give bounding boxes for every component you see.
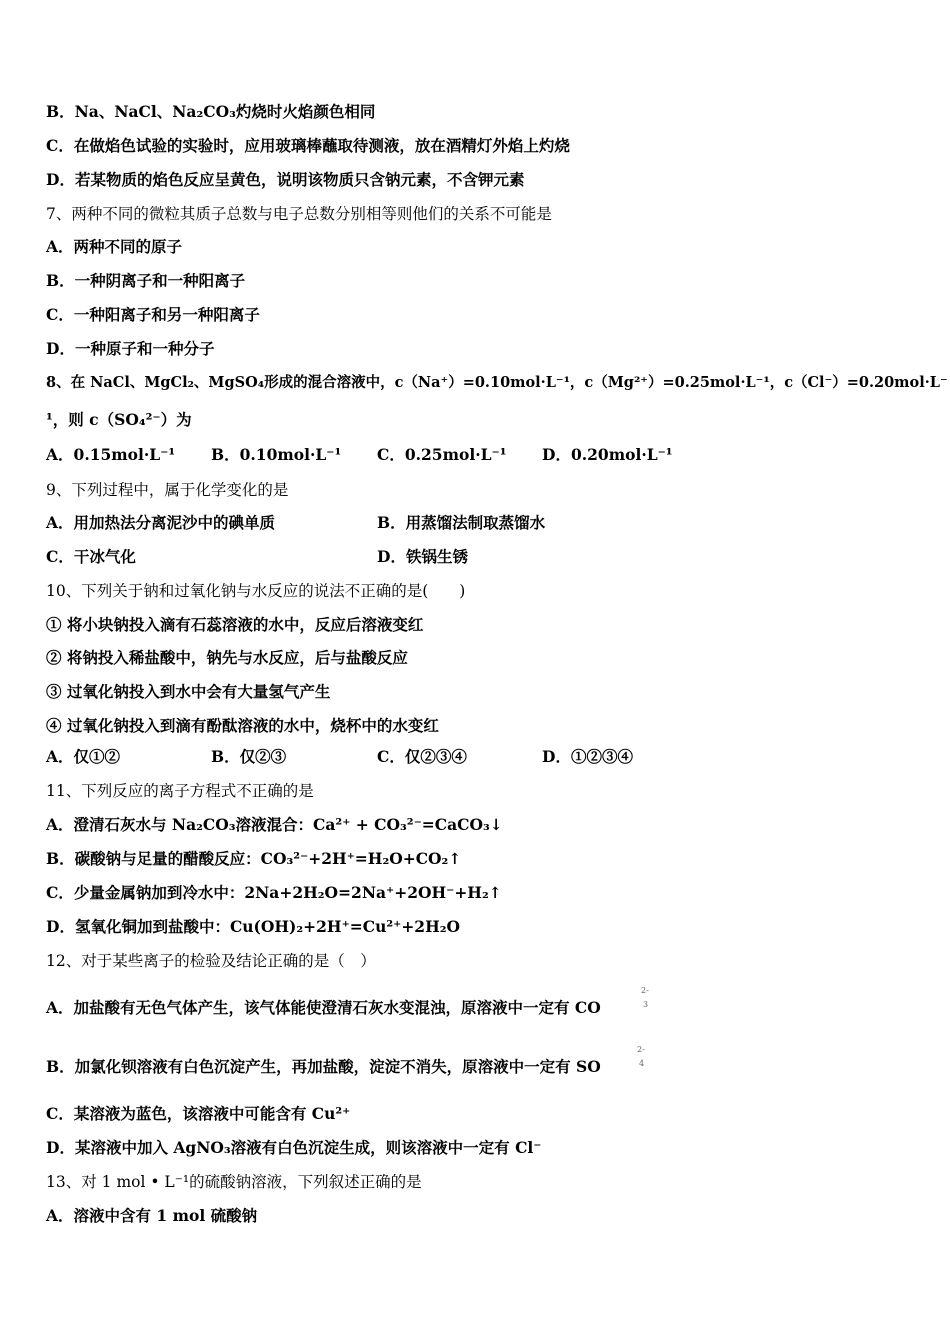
q6-option-d: D．若某物质的焰色反应呈黄色，说明该物质只含钠元素，不含钾元素: [46, 170, 525, 189]
q10-options: [46, 747, 906, 767]
q13-option-a: A．溶液中含有 1 mol 硫酸钠: [46, 1206, 258, 1225]
q9-option-c: C．干冰气化: [46, 547, 136, 566]
q7-option-c: C．一种阳离子和另一种阳离子: [46, 305, 260, 324]
q8-stem-line2: ¹，则 c（SO₄²⁻）为: [46, 410, 192, 429]
q10-statement-2: ② 将钠投入稀盐酸中，钠先与水反应，后与盐酸反应: [46, 648, 408, 667]
q9-option-b: B．用蒸馏法制取蒸馏水: [377, 513, 546, 532]
q11-option-b: B．碳酸钠与足量的醋酸反应：CO₃²⁻+2H⁺=H₂O+CO₂↑: [46, 849, 462, 868]
q7-option-d: D．一种原子和一种分子: [46, 339, 215, 358]
q12-option-d: D．某溶液中加入 AgNO₃溶液有白色沉淀生成，则该溶液中一定有 Cl⁻: [46, 1138, 542, 1157]
q9-option-a: A．用加热法分离泥沙中的碘单质: [46, 513, 276, 532]
q7-option-a: A．两种不同的原子: [46, 237, 183, 256]
q12-stem: 12、对于某些离子的检验及结论正确的是（ ）: [46, 952, 376, 970]
q8-option-a: A．0.15mol·L⁻¹: [46, 445, 176, 464]
q8-option-b: B．0.10mol·L⁻¹: [211, 445, 342, 464]
q10-stem: 10、下列关于钠和过氧化钠与水反应的说法不正确的是( ): [46, 582, 466, 600]
q12-option-c: C．某溶液为蓝色，该溶液中可能含有 Cu²⁺: [46, 1104, 351, 1123]
q7-stem: 7、两种不同的微粒其质子总数与电子总数分别相等则他们的关系不可能是: [46, 205, 552, 223]
q10-option-b: B．仅②③: [211, 747, 287, 766]
q12-option-b: B．加氯化钡溶液有白色沉淀产生，再加盐酸，淀淀不消失，原溶液中一定有 SO: [46, 1057, 601, 1076]
q10-option-a: A．仅①②: [46, 747, 121, 766]
q12-option-b-subscript: 4: [639, 1059, 645, 1068]
q10-statement-4: ④ 过氧化钠投入到滴有酚酞溶液的水中，烧杯中的水变红: [46, 716, 439, 735]
q10-statement-1: ① 将小块钠投入滴有石蕊溶液的水中，反应后溶液变红: [46, 615, 424, 634]
q7-option-b: B．一种阴离子和一种阳离子: [46, 271, 246, 290]
q8-option-d: D．0.20mol·L⁻¹: [542, 445, 673, 464]
q11-option-d: D．氢氧化铜加到盐酸中：Cu(OH)₂+2H⁺=Cu²⁺+2H₂O: [46, 917, 461, 936]
q10-option-c: C．仅②③④: [377, 747, 467, 766]
q11-stem: 11、下列反应的离子方程式不正确的是: [46, 782, 314, 800]
q8-option-c: C．0.25mol·L⁻¹: [377, 445, 507, 464]
q9-options-row1: [46, 513, 906, 533]
q6-option-b: B．Na、NaCl、Na₂CO₃灼烧时火焰颜色相同: [46, 102, 376, 121]
q12-option-a-subscript: 3: [643, 1000, 649, 1009]
q11-option-c: C．少量金属钠加到冷水中：2Na+2H₂O=2Na⁺+2OH⁻+H₂↑: [46, 883, 502, 902]
q10-statement-3: ③ 过氧化钠投入到水中会有大量氢气产生: [46, 682, 331, 701]
q9-option-d: D．铁锅生锈: [377, 547, 468, 566]
q12-option-b-charge: 2-: [637, 1045, 645, 1054]
q12-option-a-charge: 2-: [641, 986, 649, 995]
q6-option-c: C．在做焰色试验的实验时，应用玻璃棒蘸取待测液，放在酒精灯外焰上灼烧: [46, 136, 570, 155]
q10-option-d: D．①②③④: [542, 747, 633, 766]
q12-option-a: A．加盐酸有无色气体产生，该气体能使澄清石灰水变混浊，原溶液中一定有 CO: [46, 998, 601, 1017]
q9-options-row2: [46, 547, 906, 567]
q11-option-a: A．澄清石灰水与 Na₂CO₃溶液混合：Ca²⁺ + CO₃²⁻=CaCO₃↓: [46, 815, 503, 834]
q8-stem-line1: 8、在 NaCl、MgCl₂、MgSO₄形成的混合溶液中，c（Na⁺）=0.10mol·L⁻¹，c（Mg²⁺）=0.25mol·L⁻¹，c（Cl⁻）=0.20mol·L⁻: [46, 374, 948, 391]
q13-stem: 13、对 1 mol • L⁻¹的硫酸钠溶液，下列叙述正确的是: [46, 1173, 422, 1191]
q9-stem: 9、下列过程中，属于化学变化的是: [46, 481, 289, 499]
q8-options: [46, 445, 906, 465]
